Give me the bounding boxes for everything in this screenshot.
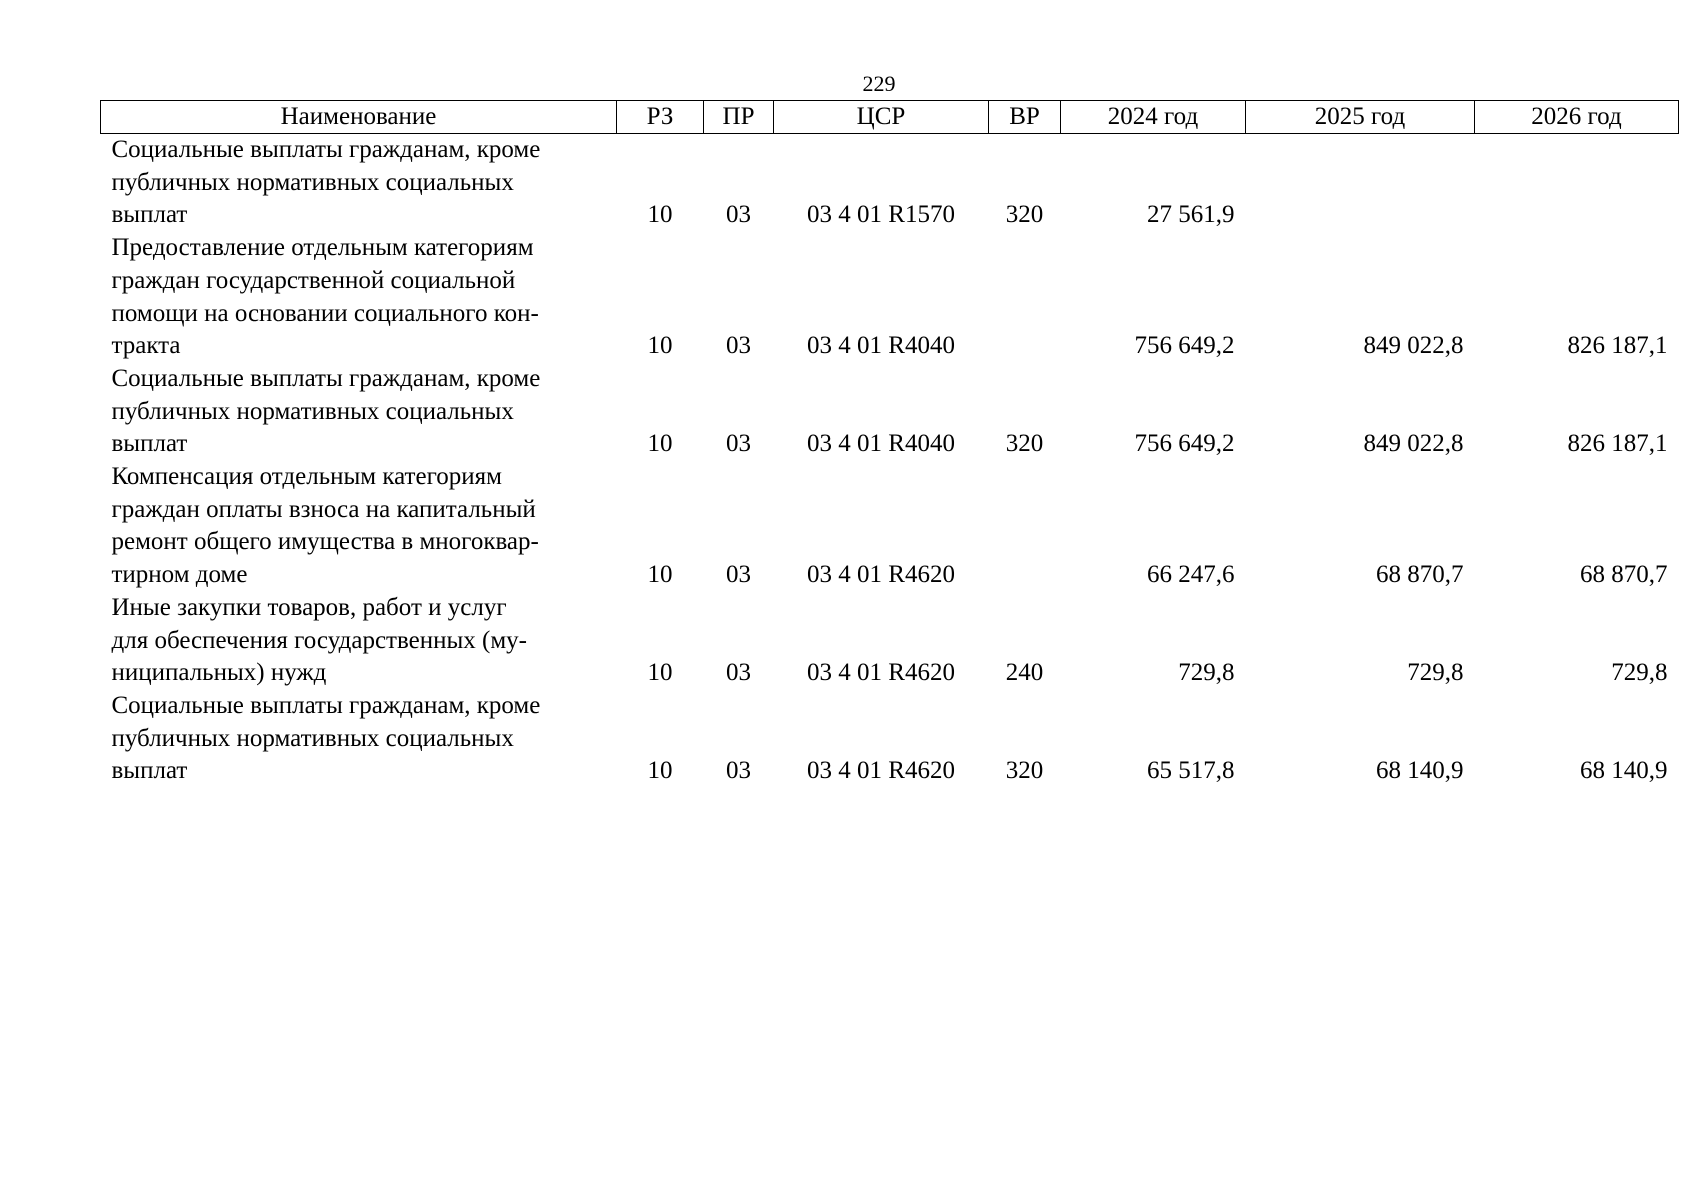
row-rz: 10 xyxy=(647,201,673,229)
row-name-line: тракта xyxy=(111,332,181,360)
row-name xyxy=(101,363,617,461)
row-2024: 65 517,8 xyxy=(1147,757,1235,785)
row-name-line: публичных нормативных социальных xyxy=(111,397,514,425)
row-name-line: Компенсация отдельным категориям xyxy=(111,463,502,491)
row-name-line: выплат xyxy=(111,201,188,229)
table-row xyxy=(101,363,1679,461)
row-rz: 10 xyxy=(647,332,673,360)
row-2026: 729,8 xyxy=(1611,659,1668,687)
row-name-line: ремонт общего имущества в многоквар- xyxy=(111,528,539,556)
row-2024: 66 247,6 xyxy=(1147,561,1235,589)
row-csr: 03 4 01 R1570 xyxy=(807,201,955,229)
table-row xyxy=(101,134,1679,233)
header-2024: 2024 год xyxy=(1061,101,1246,134)
row-2025: 68 140,9 xyxy=(1376,757,1464,785)
row-name-line: Предоставление отдельным категориям xyxy=(111,234,534,262)
row-name xyxy=(101,461,617,592)
row-name-line: выплат xyxy=(111,430,188,458)
row-2026: 68 870,7 xyxy=(1580,561,1668,589)
header-csr: ЦСР xyxy=(774,101,989,134)
row-name xyxy=(101,690,617,788)
table-row xyxy=(101,690,1679,788)
row-vr xyxy=(989,461,1061,592)
row-vr: 320 xyxy=(1005,757,1044,785)
row-2026: 68 140,9 xyxy=(1580,757,1668,785)
row-2025: 849 022,8 xyxy=(1363,332,1464,360)
row-name-line: граждан оплаты взноса на капитальный xyxy=(111,495,536,523)
row-rz: 10 xyxy=(647,757,673,785)
row-vr: 320 xyxy=(1005,430,1044,458)
header-rz: РЗ xyxy=(617,101,704,134)
row-rz: 10 xyxy=(647,561,673,589)
row-csr: 03 4 01 R4620 xyxy=(807,561,955,589)
row-name-line: для обеспечения государственных (му- xyxy=(111,626,527,654)
header-2026: 2026 год xyxy=(1475,101,1679,134)
table-header xyxy=(101,101,1679,134)
row-name-line: Иные закупки товаров, работ и услуг xyxy=(111,593,507,621)
row-2024: 756 649,2 xyxy=(1134,332,1235,360)
row-2026: 826 187,1 xyxy=(1567,430,1668,458)
row-2025: 849 022,8 xyxy=(1363,430,1464,458)
row-name-line: ниципальных) нужд xyxy=(111,659,327,687)
row-csr: 03 4 01 R4620 xyxy=(807,659,955,687)
row-name-line: граждан государственной социальной xyxy=(111,266,516,294)
row-2025 xyxy=(1246,134,1475,233)
row-name-line: помощи на основании социального кон- xyxy=(111,299,539,327)
row-vr: 240 xyxy=(1005,659,1044,687)
row-2025: 729,8 xyxy=(1407,659,1464,687)
row-2024: 27 561,9 xyxy=(1147,201,1235,229)
header-vr: ВР xyxy=(989,101,1061,134)
row-name-line: Социальные выплаты гражданам, кроме xyxy=(111,364,541,392)
header-row xyxy=(101,101,1679,134)
row-2026 xyxy=(1475,134,1679,233)
row-name-line: публичных нормативных социальных xyxy=(111,724,514,752)
row-csr: 03 4 01 R4040 xyxy=(807,332,955,360)
row-csr: 03 4 01 R4620 xyxy=(807,757,955,785)
row-2024: 729,8 xyxy=(1178,659,1235,687)
header-name: Наименование xyxy=(101,101,617,134)
row-pr: 03 xyxy=(726,561,751,589)
row-name-line: Социальные выплаты гражданам, кроме xyxy=(111,691,541,719)
table-row xyxy=(101,461,1679,592)
row-pr: 03 xyxy=(726,659,751,687)
page-number: 229 xyxy=(862,71,896,96)
row-2024: 756 649,2 xyxy=(1134,430,1235,458)
row-rz: 10 xyxy=(647,430,673,458)
table-row xyxy=(101,232,1679,363)
budget-table xyxy=(100,100,1679,788)
row-name xyxy=(101,232,617,363)
row-rz: 10 xyxy=(647,659,673,687)
row-name-line: выплат xyxy=(111,757,188,785)
header-pr: ПР xyxy=(704,101,774,134)
table-body xyxy=(101,134,1679,789)
row-2026: 826 187,1 xyxy=(1567,332,1668,360)
row-name xyxy=(101,592,617,690)
row-pr: 03 xyxy=(726,201,751,229)
row-2025: 68 870,7 xyxy=(1376,561,1464,589)
row-name-line: публичных нормативных социальных xyxy=(111,168,514,196)
row-vr: 320 xyxy=(1005,201,1044,229)
row-pr: 03 xyxy=(726,757,751,785)
header-2025: 2025 год xyxy=(1246,101,1475,134)
row-name-line: тирном доме xyxy=(111,561,248,589)
row-vr xyxy=(989,232,1061,363)
row-name-line: Социальные выплаты гражданам, кроме xyxy=(111,136,541,163)
table-row xyxy=(101,592,1679,690)
row-csr: 03 4 01 R4040 xyxy=(807,430,955,458)
row-pr: 03 xyxy=(726,430,751,458)
row-pr: 03 xyxy=(726,332,751,360)
row-name xyxy=(101,134,617,233)
